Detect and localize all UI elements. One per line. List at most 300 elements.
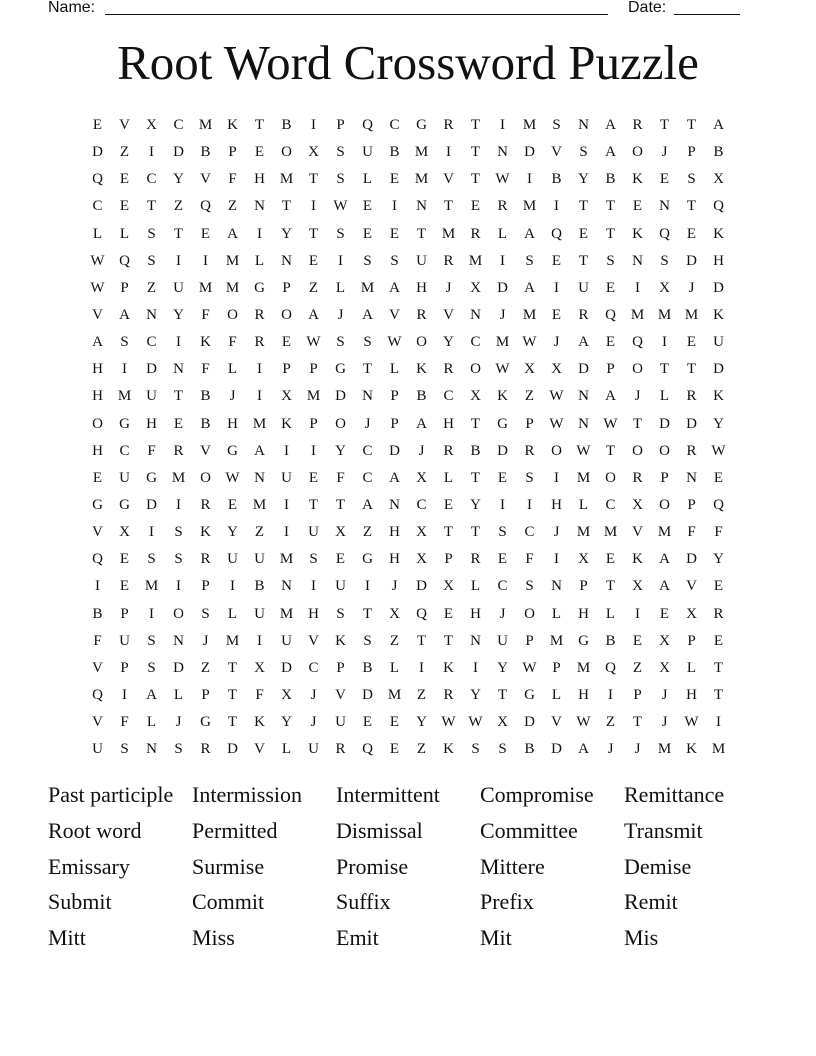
grid-letter[interactable]: J [175,714,182,731]
grid-letter[interactable]: M [414,171,429,188]
grid-letter[interactable]: M [657,306,672,323]
grid-letter[interactable]: P [687,496,696,513]
grid-letter[interactable]: L [443,469,454,486]
grid-letter[interactable]: A [362,306,373,323]
grid-letter[interactable]: W [603,415,618,432]
grid-letter[interactable]: T [335,496,346,513]
grid-letter[interactable]: J [661,714,668,731]
grid-letter[interactable]: N [659,198,670,215]
grid-letter[interactable]: E [389,741,400,758]
grid-letter[interactable]: G [362,551,373,568]
grid-letter[interactable]: V [92,659,103,676]
grid-letter[interactable]: T [443,524,454,541]
grid-letter[interactable]: Q [713,198,724,215]
grid-letter[interactable]: I [608,686,613,703]
grid-letter[interactable]: R [443,117,454,133]
grid-letter[interactable]: D [686,252,697,269]
grid-letter[interactable]: W [522,659,537,676]
grid-letter[interactable]: N [470,632,481,649]
grid-letter[interactable]: Z [146,279,157,296]
grid-letter[interactable]: C [362,469,373,486]
grid-letter[interactable]: A [146,686,157,703]
grid-letter[interactable]: E [443,605,454,622]
grid-letter[interactable]: I [338,252,343,269]
grid-letter[interactable]: O [659,442,670,459]
grid-letter[interactable]: L [362,171,373,188]
grid-letter[interactable]: D [92,144,103,161]
grid-letter[interactable]: I [176,334,181,351]
grid-letter[interactable]: F [525,551,534,568]
grid-letter[interactable]: H [686,686,697,703]
grid-letter[interactable]: S [120,334,129,351]
grid-letter[interactable]: E [92,117,103,133]
grid-letter[interactable]: D [173,144,184,161]
grid-letter[interactable]: P [282,361,291,378]
grid-letter[interactable]: F [201,306,210,323]
grid-letter[interactable]: I [95,578,100,595]
grid-letter[interactable]: D [362,686,373,703]
grid-letter[interactable]: I [554,198,559,215]
grid-letter[interactable]: D [551,741,562,758]
grid-letter[interactable]: L [497,225,508,242]
grid-letter[interactable]: P [525,415,534,432]
grid-letter[interactable]: D [389,442,400,459]
grid-letter[interactable]: A [605,388,616,405]
grid-letter[interactable]: J [364,415,371,432]
grid-letter[interactable]: O [92,415,103,432]
grid-letter[interactable]: Z [416,686,427,703]
grid-letter[interactable]: Q [92,551,103,568]
grid-letter[interactable]: Y [497,659,508,676]
grid-letter[interactable]: U [362,144,373,161]
grid-letter[interactable]: I [176,496,181,513]
grid-letter[interactable]: I [635,605,640,622]
grid-letter[interactable]: T [578,252,589,269]
grid-letter[interactable]: I [149,605,154,622]
grid-letter[interactable]: L [335,279,346,296]
grid-letter[interactable]: F [228,171,237,188]
grid-letter[interactable]: U [308,524,319,541]
grid-letter[interactable]: Z [605,714,616,731]
grid-letter[interactable]: E [92,469,103,486]
grid-letter[interactable]: L [119,225,130,242]
grid-letter[interactable]: F [228,334,237,351]
grid-letter[interactable]: R [470,551,481,568]
grid-letter[interactable]: T [227,714,238,731]
grid-letter[interactable]: T [308,171,319,188]
grid-letter[interactable]: A [605,117,616,133]
grid-letter[interactable]: K [254,714,265,731]
grid-letter[interactable]: Y [281,714,292,731]
grid-letter[interactable]: T [686,117,697,133]
grid-letter[interactable]: A [254,442,265,459]
grid-letter[interactable]: L [281,741,292,758]
grid-letter[interactable]: Y [173,171,184,188]
grid-letter[interactable]: D [173,659,184,676]
grid-letter[interactable]: Q [200,198,211,215]
grid-letter[interactable]: F [93,632,102,649]
grid-letter[interactable]: E [389,171,400,188]
grid-letter[interactable]: W [522,334,537,351]
grid-letter[interactable]: Z [416,741,427,758]
grid-letter[interactable]: R [497,198,508,215]
grid-letter[interactable]: C [146,334,157,351]
grid-letter[interactable]: M [198,279,213,296]
grid-letter[interactable]: Z [632,659,643,676]
grid-letter[interactable]: I [257,632,262,649]
grid-letter[interactable]: N [173,361,184,378]
grid-letter[interactable]: S [147,225,156,242]
grid-letter[interactable]: P [201,578,210,595]
grid-letter[interactable]: P [120,605,129,622]
grid-letter[interactable]: T [470,117,481,133]
grid-letter[interactable]: X [443,578,454,595]
grid-letter[interactable]: N [551,578,562,595]
grid-letter[interactable]: O [227,306,238,323]
grid-letter[interactable]: E [551,306,562,323]
grid-letter[interactable]: P [282,279,291,296]
grid-letter[interactable]: E [119,551,130,568]
grid-letter[interactable]: T [686,361,697,378]
grid-letter[interactable]: E [362,225,373,242]
grid-letter[interactable]: B [605,632,616,649]
grid-letter[interactable]: V [200,171,211,188]
grid-letter[interactable]: D [497,442,508,459]
grid-letter[interactable]: Q [551,225,562,242]
grid-letter[interactable]: B [551,171,562,188]
grid-letter[interactable]: K [497,388,508,405]
grid-letter[interactable]: W [225,469,240,486]
grid-letter[interactable]: S [147,551,156,568]
grid-letter[interactable]: L [173,686,184,703]
grid-letter[interactable]: I [446,144,451,161]
grid-letter[interactable]: A [524,279,535,296]
grid-letter[interactable]: J [445,279,452,296]
grid-letter[interactable]: B [605,171,616,188]
grid-letter[interactable]: X [281,686,292,703]
grid-letter[interactable]: R [578,306,589,323]
grid-letter[interactable]: X [551,361,562,378]
grid-letter[interactable]: T [308,225,319,242]
grid-letter[interactable]: L [578,496,589,513]
grid-letter[interactable]: T [605,225,616,242]
grid-letter[interactable]: E [119,198,130,215]
grid-letter[interactable]: H [443,415,454,432]
grid-letter[interactable]: S [147,659,156,676]
grid-letter[interactable]: I [311,117,316,133]
grid-letter[interactable]: P [633,686,642,703]
grid-letter[interactable]: R [632,469,643,486]
grid-letter[interactable]: O [335,415,346,432]
grid-letter[interactable]: Q [362,117,373,133]
grid-letter[interactable]: S [525,578,534,595]
grid-letter[interactable]: T [443,632,454,649]
grid-letter[interactable]: K [686,741,697,758]
grid-letter[interactable]: X [416,469,427,486]
grid-letter[interactable]: E [200,225,211,242]
grid-letter[interactable]: I [257,361,262,378]
grid-letter[interactable]: I [662,334,667,351]
grid-letter[interactable]: U [281,632,292,649]
grid-letter[interactable]: W [549,388,564,405]
grid-letter[interactable]: J [634,741,641,758]
grid-letter[interactable]: I [554,551,559,568]
grid-letter[interactable]: D [335,388,346,405]
grid-letter[interactable]: J [499,306,506,323]
grid-letter[interactable]: P [309,415,318,432]
grid-letter[interactable]: X [497,714,508,731]
grid-letter[interactable]: X [524,361,535,378]
grid-letter[interactable]: K [632,171,643,188]
grid-letter[interactable]: M [549,632,564,649]
grid-letter[interactable]: P [228,144,237,161]
grid-letter[interactable]: J [607,741,614,758]
grid-letter[interactable]: C [308,659,319,676]
grid-letter[interactable]: O [632,144,643,161]
grid-letter[interactable]: A [605,144,616,161]
grid-letter[interactable]: K [227,117,238,133]
grid-letter[interactable]: T [605,578,616,595]
grid-letter[interactable]: Y [281,225,292,242]
date-blank-line[interactable] [674,14,740,15]
grid-letter[interactable]: G [200,714,211,731]
grid-letter[interactable]: L [227,361,238,378]
grid-letter[interactable]: W [576,714,591,731]
grid-letter[interactable]: E [497,469,508,486]
grid-letter[interactable]: A [524,225,535,242]
grid-letter[interactable]: I [527,171,532,188]
grid-letter[interactable]: P [390,415,399,432]
grid-letter[interactable]: V [632,524,643,541]
grid-letter[interactable]: X [308,144,319,161]
grid-letter[interactable]: A [389,469,400,486]
grid-letter[interactable]: W [495,171,510,188]
grid-letter[interactable]: M [225,279,240,296]
grid-letter[interactable]: B [416,388,427,405]
grid-letter[interactable]: Z [173,198,184,215]
grid-letter[interactable]: E [281,334,292,351]
grid-letter[interactable]: T [173,388,184,405]
grid-letter[interactable]: M [225,252,240,269]
grid-letter[interactable]: N [578,117,589,133]
grid-letter[interactable]: W [333,198,348,215]
grid-letter[interactable]: S [498,524,507,541]
grid-letter[interactable]: H [227,415,238,432]
grid-letter[interactable]: L [227,605,238,622]
grid-letter[interactable]: G [497,415,508,432]
grid-letter[interactable]: G [227,442,238,459]
grid-letter[interactable]: R [443,686,454,703]
grid-letter[interactable]: Y [335,442,346,459]
grid-letter[interactable]: T [443,198,454,215]
grid-letter[interactable]: C [443,388,454,405]
grid-letter[interactable]: E [470,198,481,215]
grid-letter[interactable]: J [634,388,641,405]
grid-letter[interactable]: M [522,306,537,323]
grid-letter[interactable]: R [524,442,535,459]
grid-letter[interactable]: S [336,605,345,622]
grid-letter[interactable]: C [524,524,535,541]
grid-letter[interactable]: E [497,551,508,568]
grid-letter[interactable]: F [201,361,210,378]
grid-letter[interactable]: Y [470,496,481,513]
grid-letter[interactable]: J [310,686,317,703]
grid-letter[interactable]: A [659,578,670,595]
grid-letter[interactable]: M [144,578,159,595]
grid-letter[interactable]: O [470,361,481,378]
grid-letter[interactable]: Z [119,144,130,161]
grid-letter[interactable]: E [335,551,346,568]
grid-letter[interactable]: R [443,361,454,378]
grid-letter[interactable]: M [171,469,186,486]
grid-letter[interactable]: H [578,686,589,703]
grid-letter[interactable]: Q [605,659,616,676]
grid-letter[interactable]: S [336,225,345,242]
grid-letter[interactable]: Q [92,171,103,188]
grid-letter[interactable]: E [578,225,589,242]
grid-letter[interactable]: N [254,198,265,215]
grid-letter[interactable]: B [200,415,211,432]
grid-letter[interactable]: S [363,632,372,649]
grid-letter[interactable]: L [686,659,697,676]
grid-letter[interactable]: E [713,469,724,486]
grid-letter[interactable]: A [389,279,400,296]
grid-letter[interactable]: E [308,252,319,269]
grid-letter[interactable]: I [554,279,559,296]
grid-letter[interactable]: W [90,252,105,269]
grid-letter[interactable]: U [578,279,589,296]
grid-letter[interactable]: X [416,551,427,568]
grid-letter[interactable]: X [659,279,670,296]
grid-letter[interactable]: W [306,334,321,351]
grid-letter[interactable]: T [470,415,481,432]
grid-letter[interactable]: Q [92,686,103,703]
grid-letter[interactable]: Z [389,632,400,649]
grid-letter[interactable]: Z [308,279,319,296]
grid-letter[interactable]: E [389,714,400,731]
grid-letter[interactable]: E [605,334,616,351]
grid-letter[interactable]: J [688,279,695,296]
grid-letter[interactable]: X [659,632,670,649]
grid-letter[interactable]: O [281,306,292,323]
grid-letter[interactable]: Y [173,306,184,323]
grid-letter[interactable]: U [335,578,346,595]
grid-letter[interactable]: G [416,117,427,133]
grid-letter[interactable]: V [308,632,319,649]
grid-letter[interactable]: L [146,714,157,731]
grid-letter[interactable]: I [473,659,478,676]
grid-letter[interactable]: P [552,659,561,676]
grid-letter[interactable]: J [418,442,425,459]
grid-letter[interactable]: T [605,198,616,215]
grid-letter[interactable]: O [605,469,616,486]
grid-letter[interactable]: D [146,361,157,378]
grid-letter[interactable]: K [443,659,454,676]
grid-letter[interactable]: A [578,334,589,351]
grid-letter[interactable]: X [119,524,130,541]
grid-letter[interactable]: V [92,306,103,323]
grid-letter[interactable]: X [416,524,427,541]
grid-letter[interactable]: M [657,524,672,541]
grid-letter[interactable]: R [686,442,697,459]
grid-letter[interactable]: D [524,144,535,161]
grid-letter[interactable]: P [309,361,318,378]
grid-letter[interactable]: S [606,252,615,269]
grid-letter[interactable]: T [713,659,724,676]
grid-letter[interactable]: L [389,659,400,676]
grid-letter[interactable]: B [254,578,265,595]
grid-letter[interactable]: S [579,144,588,161]
grid-letter[interactable]: X [632,578,643,595]
grid-letter[interactable]: V [389,306,400,323]
grid-letter[interactable]: I [311,442,316,459]
grid-letter[interactable]: Y [227,524,238,541]
grid-letter[interactable]: I [311,578,316,595]
grid-letter[interactable]: C [146,171,157,188]
grid-letter[interactable]: J [661,686,668,703]
grid-letter[interactable]: X [335,524,346,541]
grid-letter[interactable]: M [630,306,645,323]
name-blank-line[interactable] [105,14,608,15]
grid-letter[interactable]: P [687,632,696,649]
grid-letter[interactable]: L [659,388,670,405]
grid-letter[interactable]: D [416,578,427,595]
grid-letter[interactable]: T [362,605,373,622]
grid-letter[interactable]: W [90,279,105,296]
grid-letter[interactable]: S [336,171,345,188]
grid-letter[interactable]: L [254,252,265,269]
grid-letter[interactable]: P [579,578,588,595]
grid-letter[interactable]: A [416,415,427,432]
grid-letter[interactable]: M [252,415,267,432]
grid-letter[interactable]: M [225,632,240,649]
grid-letter[interactable]: W [387,334,402,351]
grid-letter[interactable]: I [203,252,208,269]
grid-letter[interactable]: M [279,551,294,568]
grid-letter[interactable]: X [389,605,400,622]
grid-letter[interactable]: K [443,741,454,758]
grid-letter[interactable]: S [552,117,561,133]
grid-letter[interactable]: R [416,306,427,323]
grid-letter[interactable]: I [527,496,532,513]
grid-letter[interactable]: W [576,442,591,459]
grid-letter[interactable]: E [605,551,616,568]
grid-letter[interactable]: E [551,252,562,269]
grid-letter[interactable]: T [659,361,670,378]
grid-letter[interactable]: V [551,144,562,161]
grid-letter[interactable]: D [713,279,724,296]
grid-letter[interactable]: E [308,469,319,486]
grid-letter[interactable]: F [120,714,129,731]
grid-letter[interactable]: L [92,225,103,242]
grid-letter[interactable]: M [252,496,267,513]
grid-letter[interactable]: V [335,686,346,703]
grid-letter[interactable]: E [443,496,454,513]
grid-letter[interactable]: T [173,225,184,242]
grid-letter[interactable]: K [713,388,724,405]
grid-letter[interactable]: A [578,741,589,758]
grid-letter[interactable]: V [686,578,697,595]
grid-letter[interactable]: M [495,334,510,351]
grid-letter[interactable]: E [119,171,130,188]
grid-letter[interactable]: K [416,361,427,378]
grid-letter[interactable]: O [173,605,184,622]
grid-letter[interactable]: U [227,551,238,568]
grid-letter[interactable]: M [306,388,321,405]
grid-letter[interactable]: Q [659,225,670,242]
grid-letter[interactable]: E [713,578,724,595]
grid-letter[interactable]: I [230,578,235,595]
